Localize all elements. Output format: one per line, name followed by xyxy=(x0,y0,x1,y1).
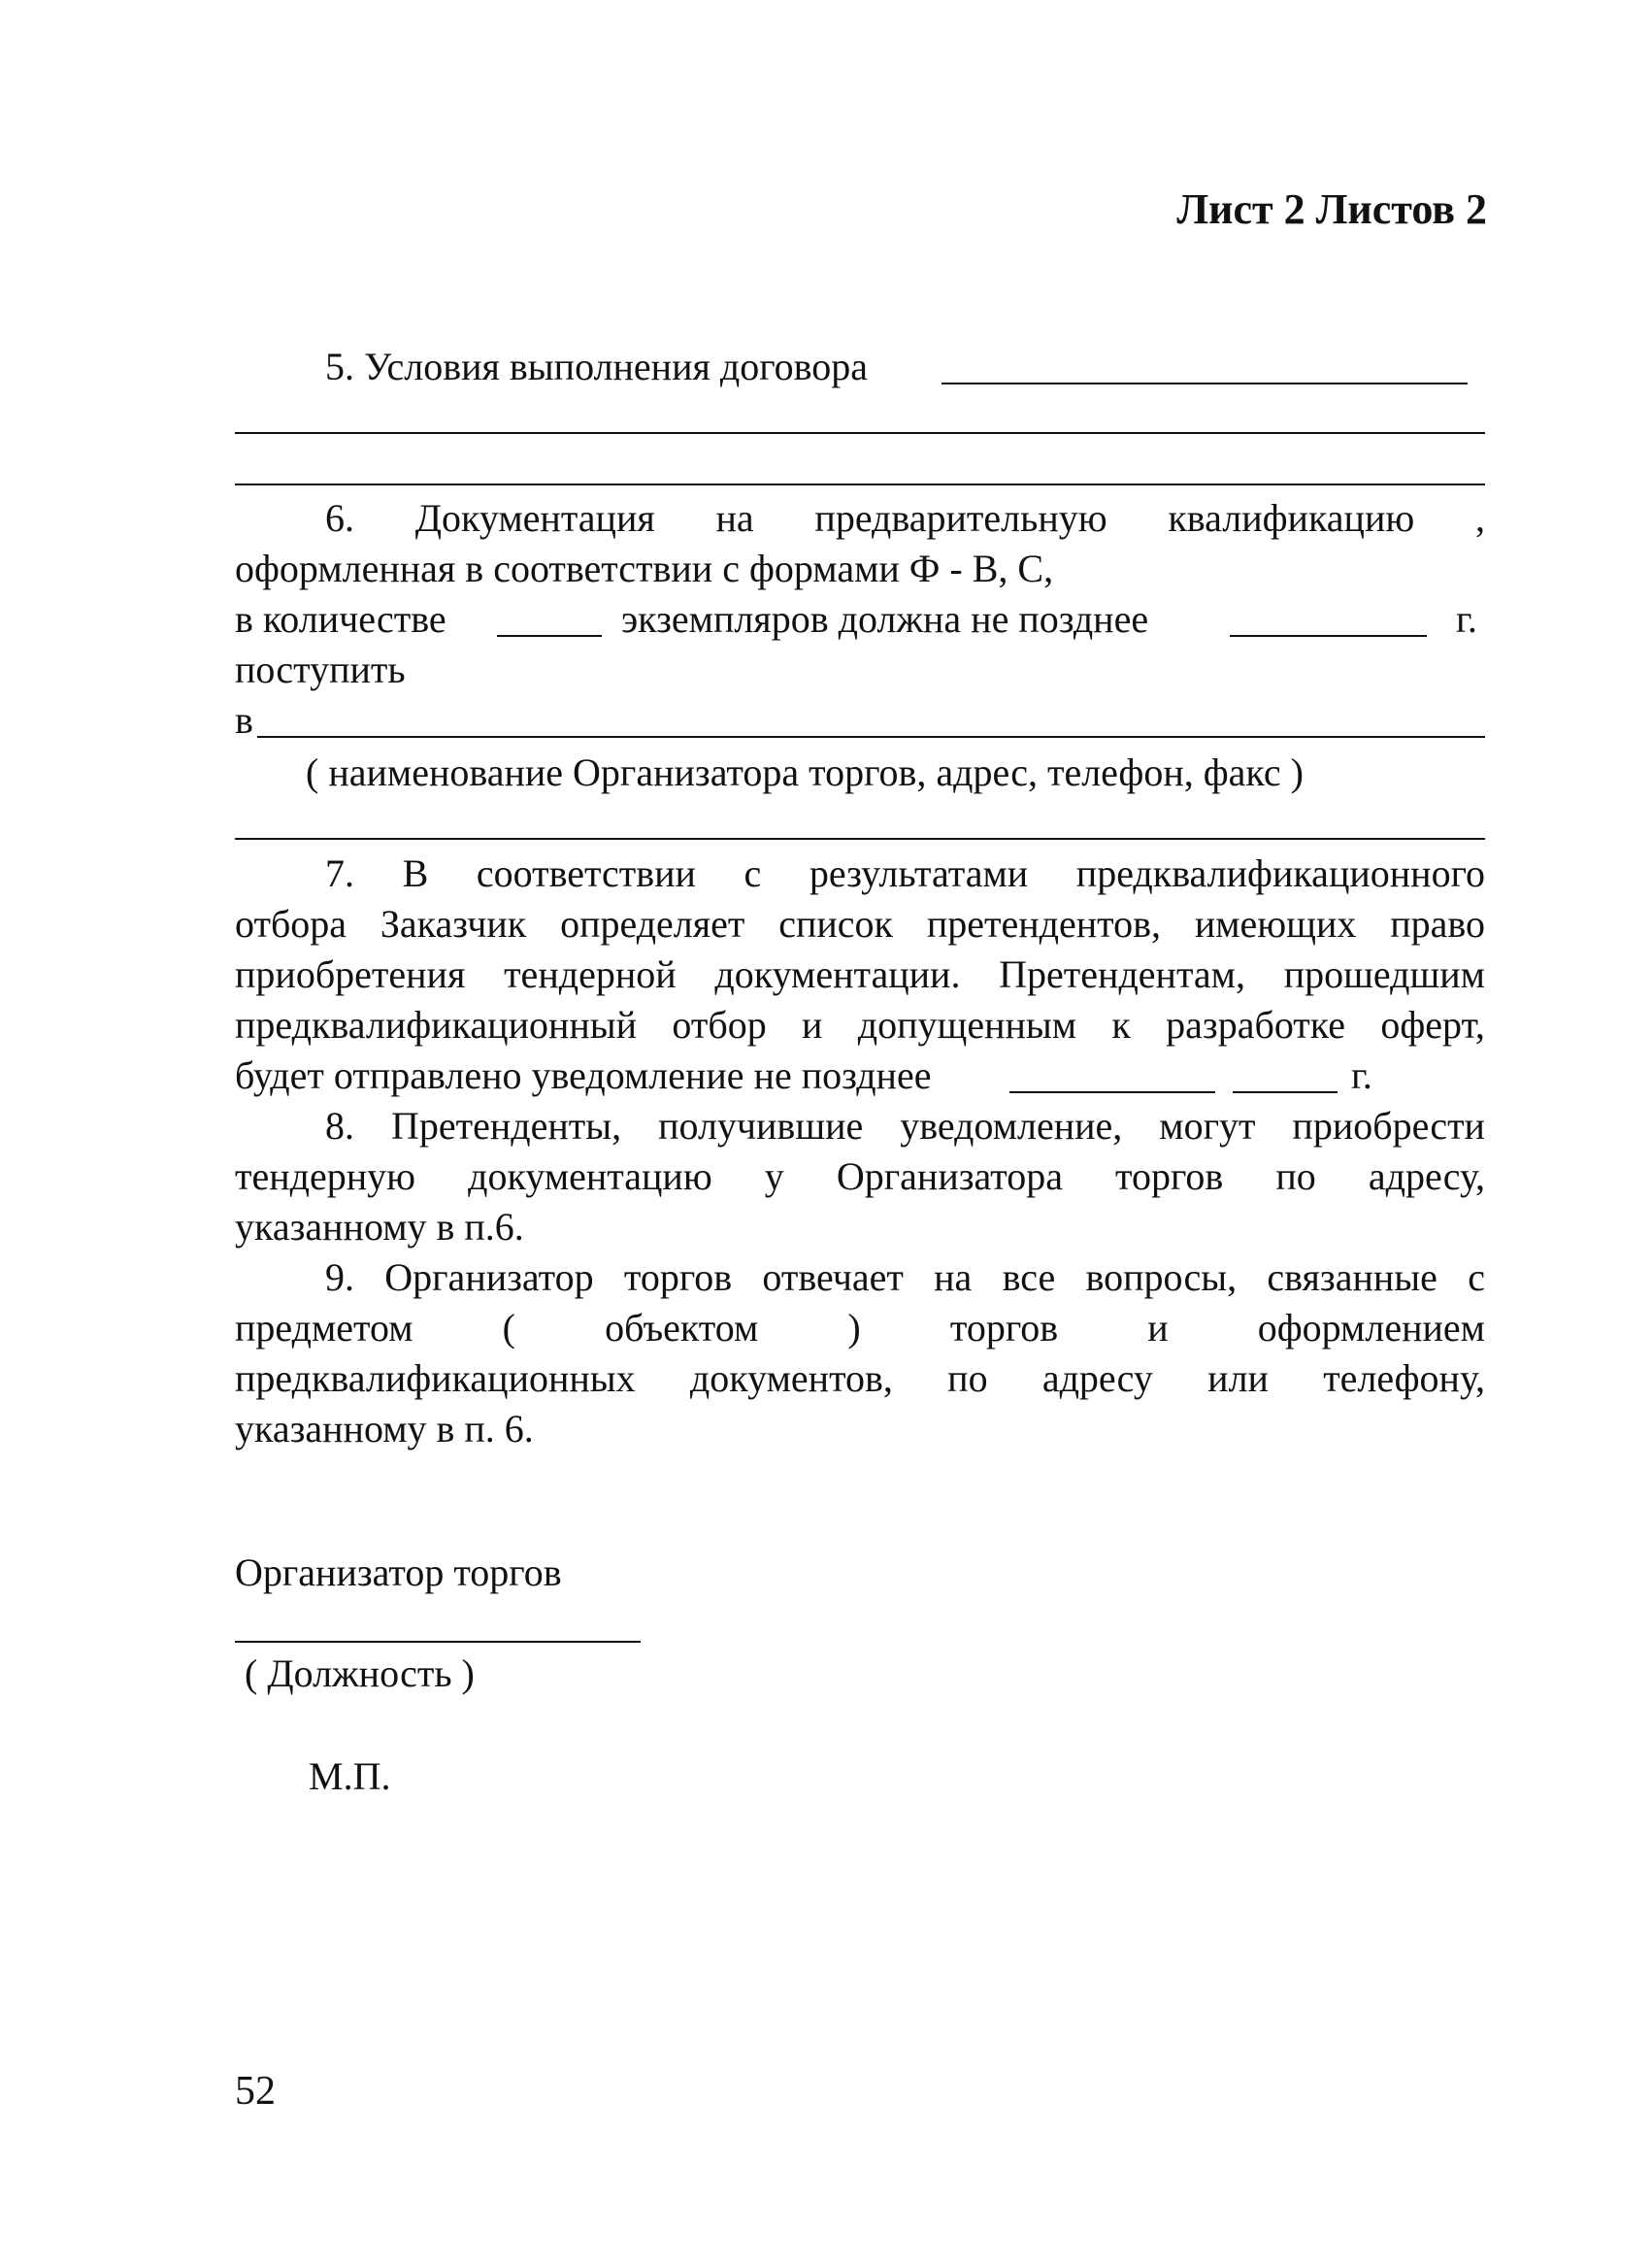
word: предварительную xyxy=(814,496,1107,540)
section-6-to-label: в xyxy=(235,698,253,742)
word: связанные xyxy=(1267,1255,1437,1299)
section-9-line-2 xyxy=(235,1303,1485,1353)
notice-year-blank xyxy=(1233,1091,1338,1093)
word: могут xyxy=(1159,1104,1256,1148)
position-caption: ( Должность ) xyxy=(245,1651,475,1695)
organizer-details-blank-line-2 xyxy=(235,838,1485,840)
word: у xyxy=(764,1154,784,1198)
organizer-label: Организатор торгов xyxy=(235,1550,562,1594)
word: с xyxy=(1468,1255,1485,1299)
organizer-details-blank xyxy=(257,736,1485,738)
word: ( xyxy=(502,1306,515,1350)
word: список xyxy=(778,902,893,946)
section-6-line-2: оформленная в соответствии с формами Ф - В, С, xyxy=(235,547,1054,590)
word: торгов xyxy=(949,1306,1059,1350)
word: адресу xyxy=(1041,1356,1153,1400)
page-number: 52 xyxy=(235,2069,276,2114)
word: , xyxy=(1474,496,1485,540)
word: отбор xyxy=(672,1003,767,1047)
section-9-line-1 xyxy=(325,1252,1485,1303)
notice-date-blank xyxy=(1009,1091,1215,1093)
word: и xyxy=(1147,1306,1169,1350)
word: ) xyxy=(847,1306,861,1350)
section-8-line-1 xyxy=(325,1101,1485,1151)
copies-blank xyxy=(497,635,602,637)
word: соответствии xyxy=(476,851,696,895)
word: 7. xyxy=(325,851,354,895)
word: право xyxy=(1390,902,1485,946)
word: прошедшим xyxy=(1283,952,1485,996)
word: на xyxy=(715,496,754,540)
word: приобретения xyxy=(235,952,466,996)
word: документации. xyxy=(714,952,961,996)
section-6-line-4: поступить xyxy=(235,648,406,691)
word: предметом xyxy=(235,1306,413,1350)
section-7-line-4 xyxy=(235,1000,1485,1050)
word: вопросы, xyxy=(1085,1255,1238,1299)
word: 8. xyxy=(325,1104,354,1148)
section-7-line-3 xyxy=(235,950,1485,1000)
word: получившие xyxy=(658,1104,864,1148)
word: 9. xyxy=(325,1255,354,1299)
word: Документация xyxy=(414,496,655,540)
word: оформлением xyxy=(1257,1306,1485,1350)
deadline-date-blank xyxy=(1230,635,1427,637)
word: разработке xyxy=(1166,1003,1345,1047)
word: определяет xyxy=(560,902,745,946)
section-8-line-2 xyxy=(235,1151,1485,1202)
word: предквалификационных xyxy=(235,1356,636,1400)
word: отвечает xyxy=(762,1255,904,1299)
word: документацию xyxy=(468,1154,712,1198)
notice-year-suffix: г. xyxy=(1351,1053,1372,1097)
seal-label: М.П. xyxy=(309,1754,391,1798)
word: все xyxy=(1002,1255,1056,1299)
section-9-line-4: указанному в п. 6. xyxy=(235,1407,534,1450)
organizer-details-caption: ( наименование Организатора торгов, адрес, телефон, факс ) xyxy=(306,750,1304,794)
word: Претенденты, xyxy=(390,1104,622,1148)
word: Заказчик xyxy=(380,902,527,946)
word: уведомление, xyxy=(900,1104,1123,1148)
word: на xyxy=(934,1255,973,1299)
word: телефону, xyxy=(1323,1356,1485,1400)
sheet-header: Лист 2 Листов 2 xyxy=(1176,185,1487,233)
section-6-line-1 xyxy=(325,493,1485,544)
word: адресу, xyxy=(1368,1154,1485,1198)
word: объектом xyxy=(605,1306,759,1350)
word: тендерной xyxy=(504,952,677,996)
word: результатами xyxy=(809,851,1029,895)
word: отбора xyxy=(235,902,347,946)
word: В xyxy=(402,851,429,895)
word: торгов xyxy=(1115,1154,1224,1198)
year-suffix: г. xyxy=(1456,597,1477,641)
word: предквалификационного xyxy=(1075,851,1485,895)
word: квалификацию xyxy=(1168,496,1415,540)
word: имеющих xyxy=(1194,902,1357,946)
word: по xyxy=(947,1356,988,1400)
word: претендентов, xyxy=(926,902,1161,946)
word: допущенным xyxy=(857,1003,1077,1047)
word: и xyxy=(802,1003,823,1047)
section-7-notice-label: будет отправлено уведомление не позднее xyxy=(235,1053,932,1097)
word: 6. xyxy=(325,496,354,540)
section-7-line-2 xyxy=(235,899,1485,950)
word: оферт, xyxy=(1380,1003,1485,1047)
word: документов, xyxy=(689,1356,893,1400)
word: Организатор xyxy=(384,1255,594,1299)
word: приобрести xyxy=(1292,1104,1485,1148)
word: торгов xyxy=(623,1255,733,1299)
section-7-line-1 xyxy=(325,849,1485,899)
word: Организатора xyxy=(836,1154,1063,1198)
word: по xyxy=(1275,1154,1316,1198)
word: к xyxy=(1111,1003,1131,1047)
section-9-line-3 xyxy=(235,1353,1485,1404)
word: или xyxy=(1207,1356,1269,1400)
word: Претендентам, xyxy=(999,952,1245,996)
section-5-blank xyxy=(942,383,1468,384)
word: тендерную xyxy=(235,1154,416,1198)
section-5-blank-line-2 xyxy=(235,432,1485,434)
signature-blank xyxy=(235,1641,641,1643)
section-5-text: 5. Условия выполнения договора xyxy=(325,345,869,388)
section-6-deadline-label: экземпляров должна не позднее xyxy=(621,597,1149,641)
section-5-blank-line-3 xyxy=(235,483,1485,485)
section-8-line-3: указанному в п.6. xyxy=(235,1205,524,1249)
word: предквалификационный xyxy=(235,1003,638,1047)
section-6-qty-label: в количестве xyxy=(235,597,446,641)
word: с xyxy=(743,851,762,895)
